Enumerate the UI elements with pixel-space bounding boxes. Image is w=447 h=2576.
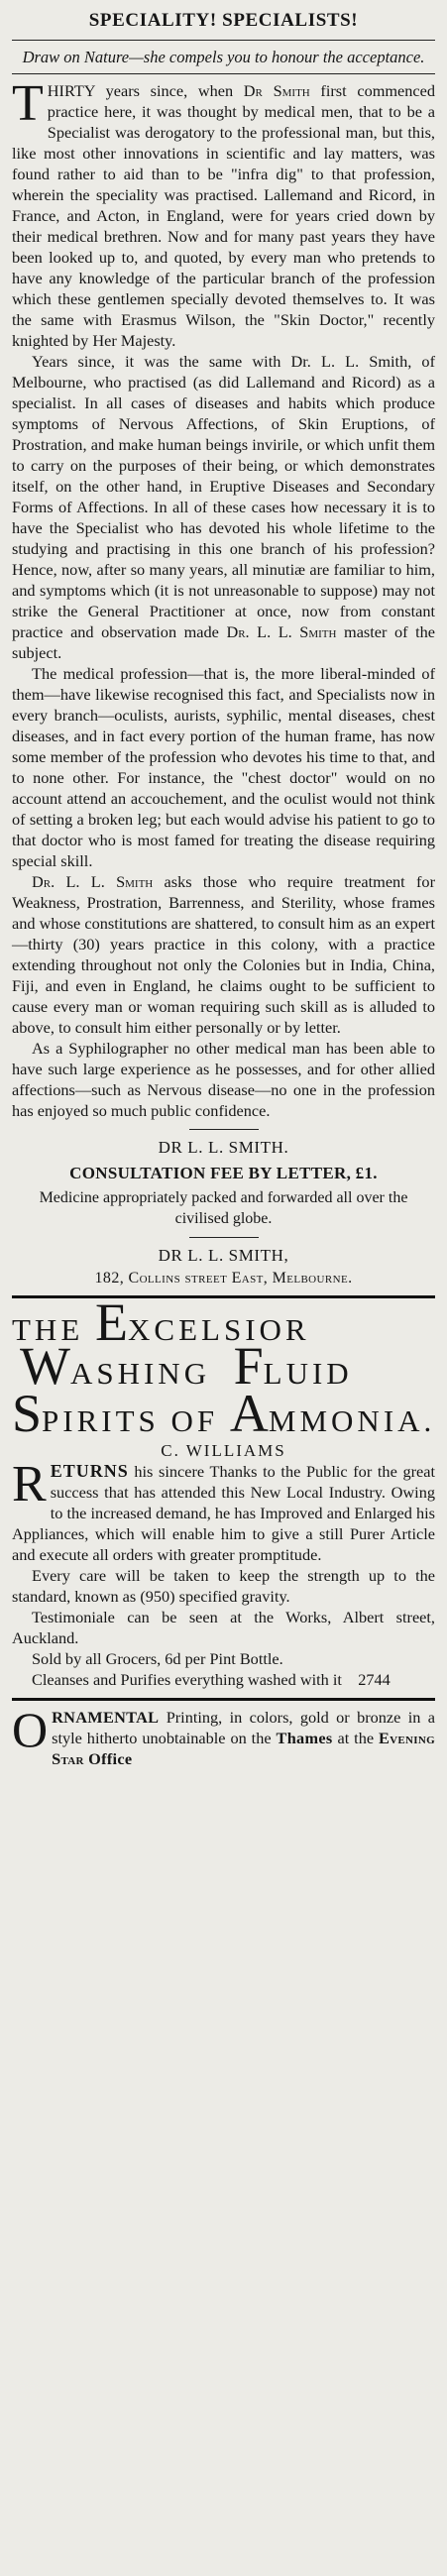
paragraph-text: Every care will be taken to keep the strength up to the standard, known as (950) specified gravity. [12, 1566, 435, 1606]
ornamental-heading: RNAMENTAL [52, 1708, 160, 1727]
proprietor-name: C. WILLIAMS [161, 1441, 286, 1460]
drop-cap: R [12, 1456, 47, 1512]
headline-cap: W [20, 1336, 70, 1396]
section-divider [12, 1698, 435, 1701]
short-divider [189, 1237, 259, 1238]
excelsior-body [12, 1456, 435, 1690]
divider [12, 40, 435, 41]
paragraph-text: Testimoniale can be seen at the Works, Albert street, Auckland. [12, 1608, 435, 1647]
section-divider [12, 1295, 435, 1298]
spirits-ammonia-line [12, 1384, 436, 1443]
headline-word: MMONIA. [268, 1403, 436, 1438]
address-name: DR L. L. SMITH, [158, 1246, 289, 1265]
paragraph-2 [12, 351, 435, 663]
paragraph-text [12, 1669, 435, 1690]
paragraph-text: Sold by all Grocers, 6d per Pint Bottle. [32, 1649, 283, 1668]
drop-cap: T [12, 75, 44, 132]
paragraph-text: HIRTY years since, when [47, 81, 244, 100]
paragraph-text: asks those who require treatment for Weakness, Prostration, Barrenness, and Sterility, whose frames and whose constitutions are shattered, to consult him as an expert—thirty (30) years practice in this colony, with a practice extending throughout not only the Colonies but in India, China, Fiji, and even in England, he claims ought to be sufficient to cause every man or woman requiring such skill as is alluded to above, to consult him either personally or by letter. [12, 872, 435, 1037]
ad-title: SPECIALITY! SPECIALISTS! [88, 10, 359, 31]
headline-word: XCELSIOR [128, 1312, 310, 1347]
ad-code: 2744 [358, 1670, 391, 1689]
address-line: 182, Collins street East, Melbourne. [94, 1270, 353, 1287]
paragraph-1 [12, 75, 435, 351]
headline-word: ASHING [69, 1356, 211, 1391]
short-divider [189, 1129, 259, 1130]
divider [12, 73, 435, 74]
paragraph-text: master of the subject. [12, 622, 435, 662]
doctor-name: Dr Smith [243, 81, 310, 100]
paragraph-5: As a Syphilographer no other medical man has been able to have such large experience as he possesses, and for other allied affections—such as Nervous disease—no one in the profession has enjoyed so much public confidence. [12, 1039, 435, 1120]
signature: DR L. L. SMITH. [158, 1138, 289, 1157]
paragraph-text: Years since, it was the same with Dr. L. L. Smith, of Melbourne, who practised (as did Lallemand and Ricord) as a specialist. In all cases of diseases and habits which produce symptoms of Nervous Affections, of Skin Eruptions, of Prostration, and make human beings invirile, or which unfit them to carry on the purposes of their being, or which demonstrates itself, on the other hand, in Eruptive Diseases and Secondary Forms of Affections. In all of these cases how necessary it is to have the Specialist who has devoted his whole lifetime to the studying and practising in this one branch of his profession? Hence, now, after so many years, all minutiæ are familiar to him, and symptoms which (it is not unreasonable to suppose) may not strike the General Practitioner at once, now from constant practice and observation made [12, 352, 435, 641]
headline-cap: E [95, 1292, 129, 1352]
paragraph-text: Office [83, 1749, 133, 1768]
medicine-line: Medicine appropriately packed and forwarded all over the civilised globe. [39, 1189, 408, 1227]
newspaper-name: Evening Star [52, 1729, 435, 1768]
headline-cap: F [233, 1336, 264, 1396]
ornamental-ad [12, 1702, 435, 1769]
consultation-fee: CONSULTATION FEE BY LETTER, £1. [69, 1164, 378, 1182]
paragraph-text: his sincere Thanks to the Public for the great success that has attended this New Local Industry. Owing to the increased demand, he has Improved and Enlarged his Appliances, which will enable him to give a still Purer Article and execute all orders with greater promptitude. [12, 1462, 435, 1564]
excelsior-line [12, 1292, 435, 1352]
paragraph-text: first commenced practice here, it was thought by medical men, that to be a Specialist was derogatory to the professional man, but this, like most other innovations in scientific and lay matters, was found rather to aid than to be "infra dig" to that profession, wherein the speciality was practised. Lallemand and Ricord, in France, and Acton, in England, were for years cried down by their medical brethren. Now and for many past years they have been looked up to, and quoted, by every man who pretends to have any knowledge of the particular branch of the profession which these gentlemen specially devoted themselves to. It was the same with Erasmus Wilson, the "Skin Doctor," recently knighted by Her Majesty. [12, 81, 435, 350]
returns-paragraph [12, 1456, 435, 1565]
ad-body [12, 75, 435, 1121]
headline-word: LUID [263, 1356, 353, 1391]
headline-cap: S [12, 1384, 43, 1443]
paragraph-4 [12, 871, 435, 1038]
returns-heading: ETURNS [50, 1461, 129, 1481]
headline-word: PIRITS OF [42, 1403, 219, 1438]
motto: Draw on Nature—she compels you to honour the acceptance. [22, 48, 425, 66]
doctor-name: Dr. L. L. Smith [226, 622, 337, 641]
paragraph-text: Printing, in colors, gold or bronze in a style hitherto unobtainable on the [52, 1708, 435, 1747]
place-name: Thames [276, 1729, 333, 1747]
drop-cap: O [12, 1702, 49, 1757]
paragraph-3: The medical profession—that is, the more liberal-minded of them—have likewise recognised this fact, and Specialists now in every branch—oculists, aurists, syphilic, mental diseases, chest diseases, and in fact every portion of the human frame, has now some member of the profession who devotes his time to that, and to none other. For instance, the "chest doctor" would on no account attend an accouchement, and the oculist would not think of setting a broken leg; but each would advise his patient to go to that doctor who is most famed for treating the disease requiring special skill. [12, 664, 435, 870]
headline-cap: A [229, 1384, 269, 1443]
doctor-name: Dr. L. L. Smith [32, 872, 154, 891]
paragraph-text: at the [332, 1729, 380, 1747]
headline-word: THE [12, 1312, 84, 1347]
washing-fluid-line [12, 1336, 435, 1396]
paragraph-text: Cleanses and Purifies everything washed with it [32, 1670, 342, 1689]
